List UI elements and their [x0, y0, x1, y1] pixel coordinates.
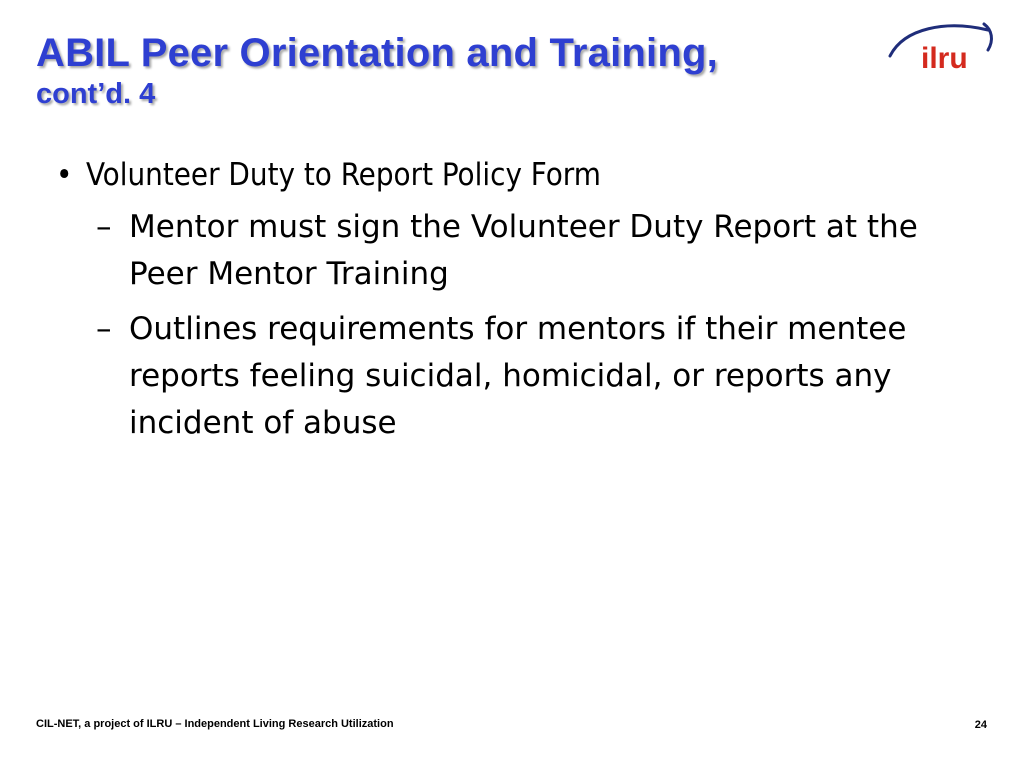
sub-bullet-mark: – [96, 311, 112, 347]
footer-credit: CIL-NET, a project of ILRU – Independent Living Research Utilization [36, 718, 394, 730]
logo-text: ilru [921, 42, 968, 75]
sub-bullet-text: Outlines requirements for mentors if their mentee reports feeling suicidal, homicidal, or reports any incident of abuse [129, 311, 907, 441]
slide-body [50, 152, 980, 455]
sub-bullet-text: Mentor must sign the Volunteer Duty Report at the Peer Mentor Training [129, 209, 918, 292]
sub-bullet-list [50, 204, 980, 447]
sub-bullet-item [50, 204, 980, 298]
title-line-1: ABIL Peer Orientation and Training, [36, 31, 718, 75]
bullet-item [50, 152, 980, 198]
sub-bullet-mark: – [96, 209, 112, 245]
sub-bullet-item [50, 306, 980, 447]
title-line-2: cont’d. 4 [36, 78, 156, 110]
page-number: 24 [974, 719, 987, 731]
ilru-logo [884, 16, 996, 76]
bullet-text: Volunteer Duty to Report Policy Form [86, 157, 601, 193]
slide-title [36, 28, 856, 112]
bullet-mark: • [56, 157, 73, 193]
